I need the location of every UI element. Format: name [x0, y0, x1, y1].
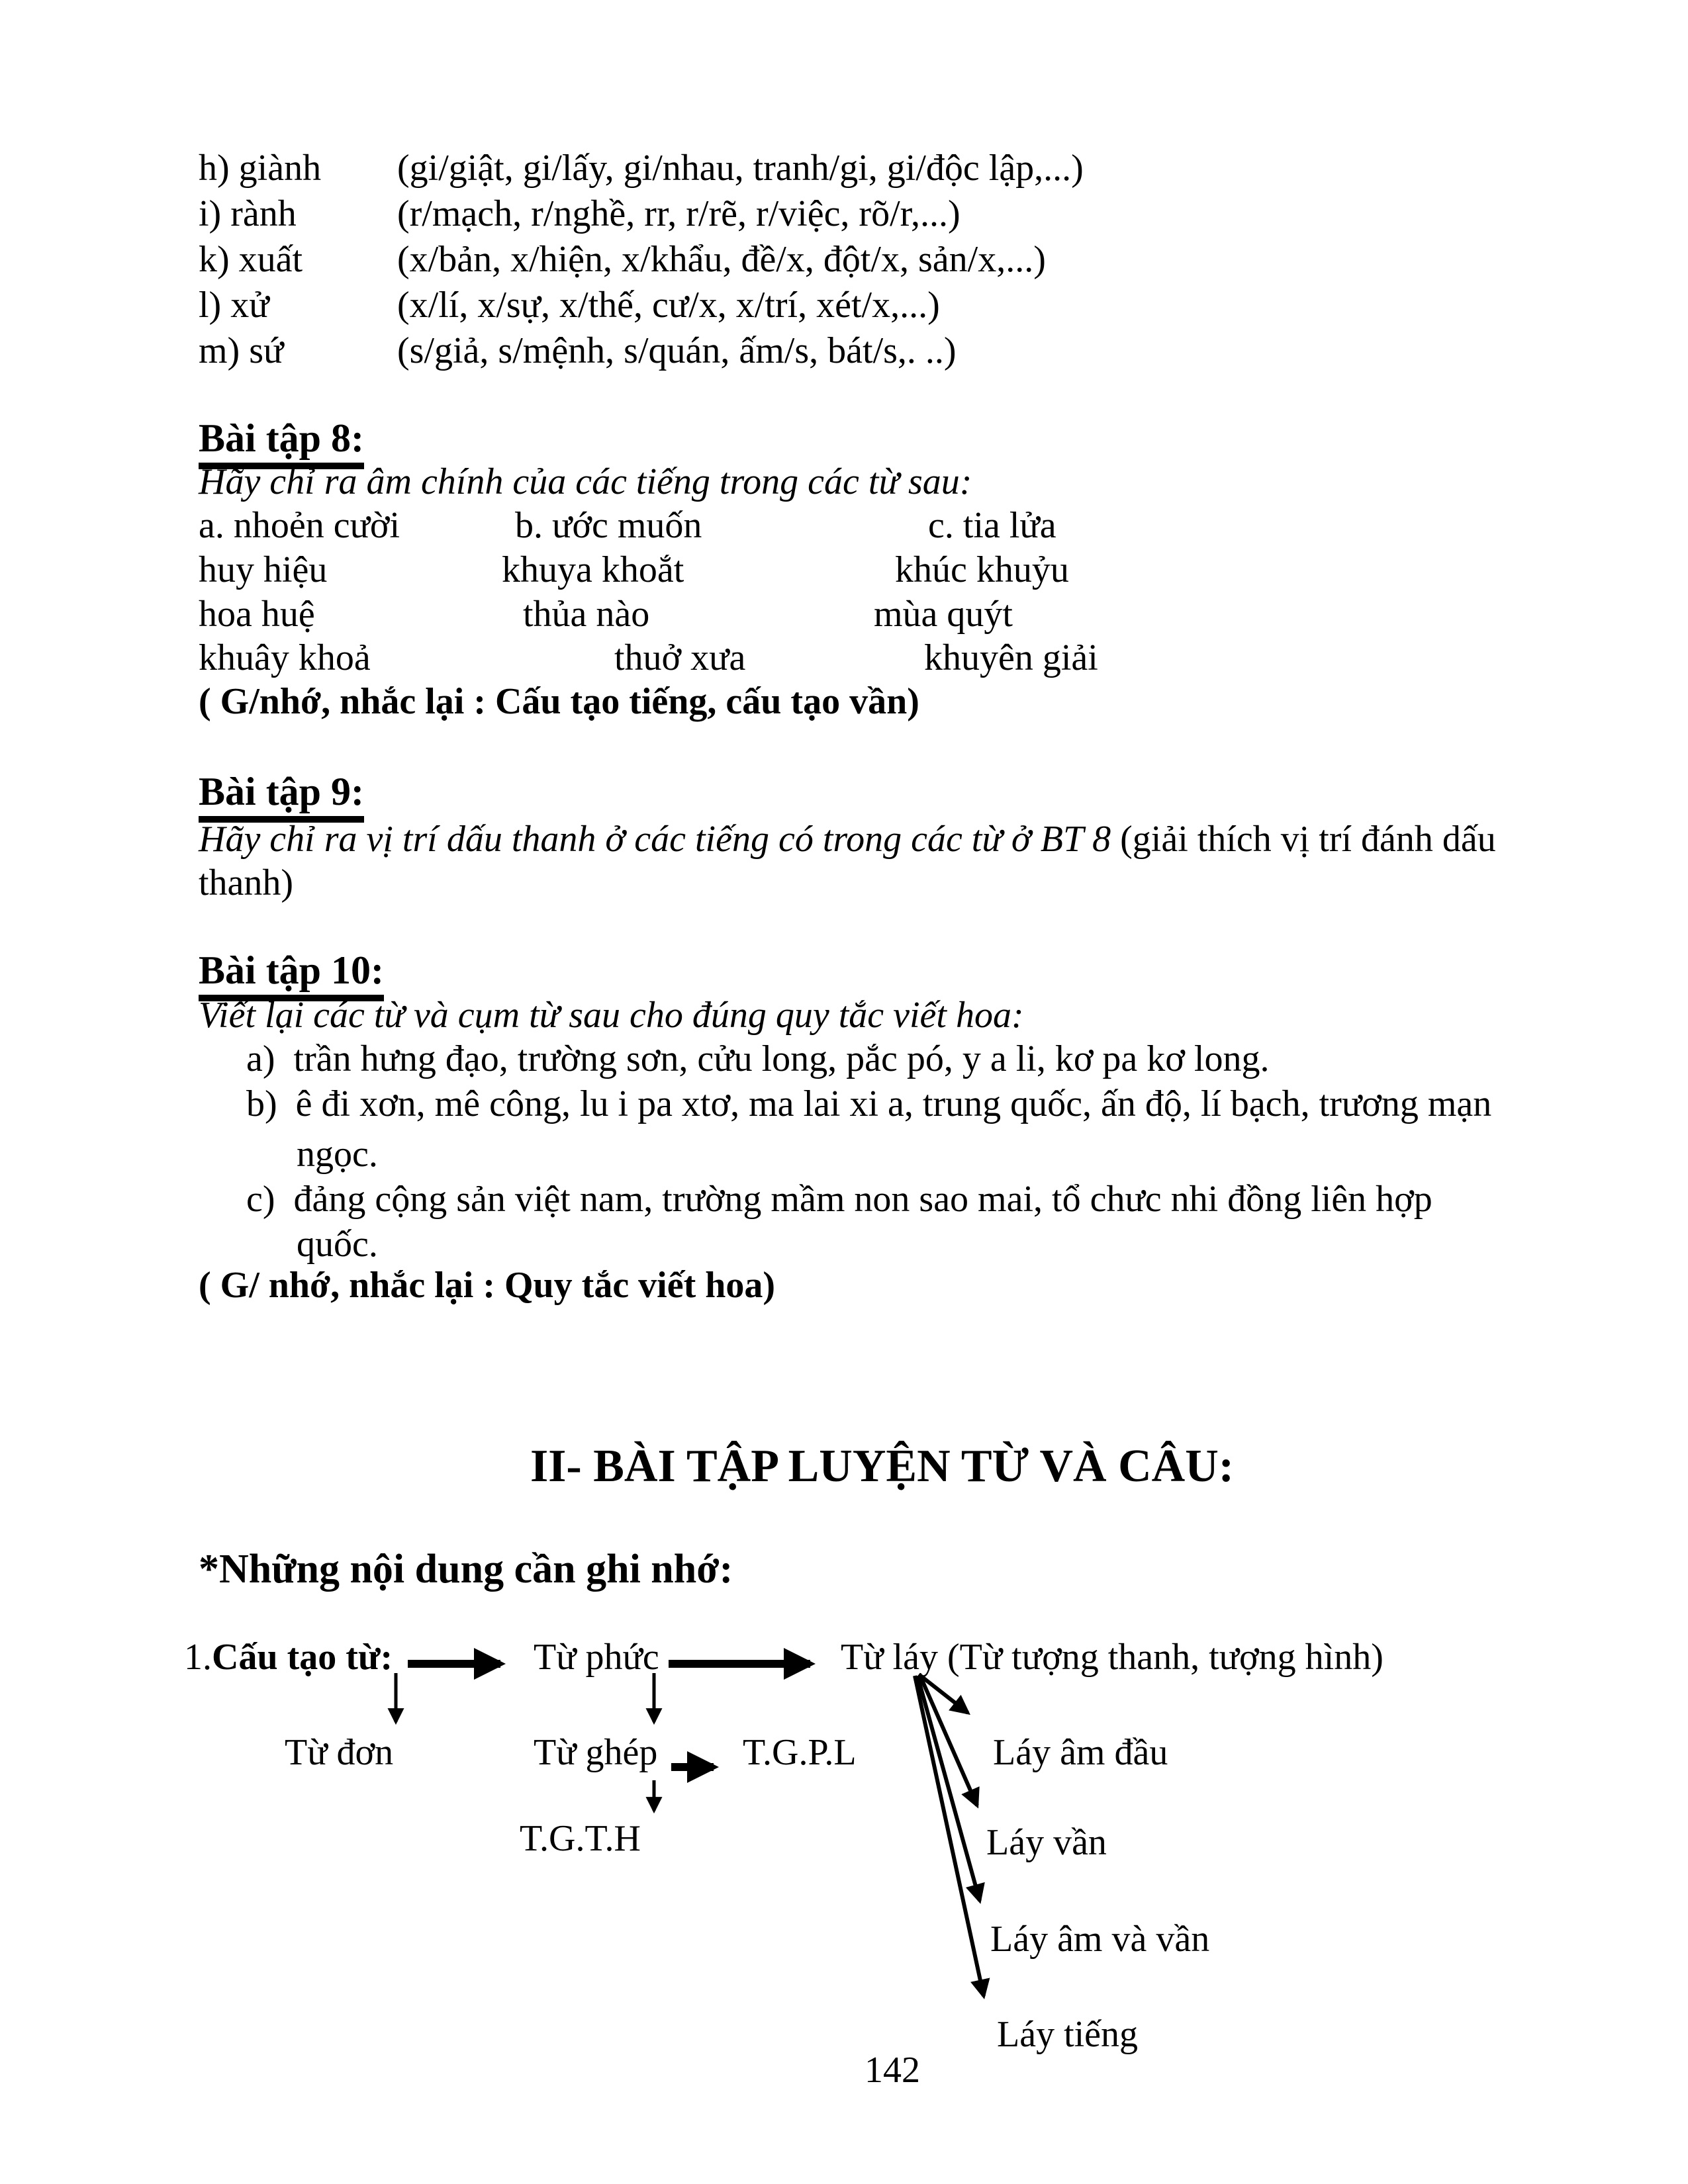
list-item-label: h) giành — [199, 148, 322, 189]
list-item-label: l) xử — [199, 285, 269, 326]
list-item-options: (gi/giật, gi/lấy, gi/nhau, tranh/gi, gi/độc lập,...) — [397, 148, 1084, 189]
arrow-tu-lay-to-lay-tieng — [915, 1676, 984, 1996]
list-item — [199, 330, 283, 372]
diagram-node-lay-am-dau: Láy âm đầu — [993, 1732, 1168, 1773]
diagram-node-tgth: T.G.T.H — [520, 1818, 641, 1859]
list-item-b — [246, 1083, 1491, 1125]
word-cell: huy hiệu — [199, 549, 328, 590]
diagram-root-prefix: 1. — [184, 1637, 212, 1678]
list-item-b-cont: ngọc. — [297, 1134, 378, 1175]
page-number: 142 — [865, 2050, 920, 2091]
word-cell: b. ước muốn — [515, 505, 702, 546]
list-item — [199, 238, 303, 281]
item-text: đảng cộng sản việt nam, trường mầm non sao mai, tổ chưc nhi đồng liên hợp — [293, 1179, 1432, 1220]
word-cell: hoa huệ — [199, 594, 315, 635]
list-item-a — [246, 1038, 1269, 1080]
list-item — [199, 284, 269, 326]
diagram-node-lay-tieng: Láy tiếng — [997, 2014, 1139, 2055]
list-item-options: (x/bản, x/hiện, x/khẩu, đề/x, đột/x, sản/x,...) — [397, 239, 1046, 280]
exercise9-prompt-line2: thanh) — [199, 862, 294, 903]
diagram-node-tu-ghep: Từ ghép — [534, 1732, 658, 1773]
exercise8-note: ( G/nhớ, nhắc lại : Cấu tạo tiếng, cấu tạo vần) — [199, 681, 919, 722]
exercise9-prompt — [199, 818, 1496, 860]
exercise8-title: Bài tập 8: — [199, 416, 364, 469]
exercise9-prompt-regular: (giải thích vị trí đánh dấu — [1120, 819, 1496, 860]
word-cell: khuyên giải — [924, 637, 1098, 678]
item-text: ê đi xơn, mê công, lu i pa xtơ, ma lai xi a, trung quốc, ấn độ, lí bạch, trương mạn — [295, 1083, 1492, 1124]
diagram-node-tgpl: T.G.P.L — [743, 1732, 857, 1773]
list-item-options: (s/giả, s/mệnh, s/quán, ấm/s, bát/s,. ..) — [397, 330, 957, 371]
section2-heading: II- BÀI TẬP LUYỆN TỪ VÀ CÂU: — [530, 1441, 1235, 1492]
exercise9-prompt-italic: Hãy chỉ ra vị trí dấu thanh ở các tiếng có trong các từ ở BT 8 — [199, 819, 1121, 860]
diagram-root-label: Cấu tạo từ: — [212, 1637, 393, 1678]
word-cell: khúc khuỷu — [895, 549, 1069, 590]
item-marker: c) — [246, 1179, 275, 1220]
diagram-node-tu-lay: Từ láy (Từ tượng thanh, tượng hình) — [841, 1637, 1383, 1678]
list-item-c-cont: quốc. — [297, 1224, 378, 1265]
item-marker: b) — [246, 1083, 277, 1124]
list-item-label: m) sứ — [199, 330, 284, 371]
diagram-node-lay-am-va-van: Láy âm và vần — [990, 1919, 1210, 1960]
exercise10-title: Bài tập 10: — [199, 948, 384, 1001]
word-cell: a. nhoẻn cười — [199, 505, 400, 546]
exercise8-prompt: Hãy chỉ ra âm chính của các tiếng trong các từ sau: — [199, 461, 972, 502]
list-item — [199, 147, 321, 189]
section2-subheading: *Những nội dung cần ghi nhớ: — [199, 1547, 733, 1592]
word-cell: khuây khoả — [199, 637, 371, 678]
exercise9-title: Bài tập 9: — [199, 769, 364, 823]
list-item-label: i) rành — [199, 193, 297, 234]
exercise10-note: ( G/ nhớ, nhắc lại : Quy tắc viết hoa) — [199, 1265, 776, 1306]
word-cell: thuở xưa — [614, 637, 746, 678]
list-item — [199, 193, 297, 235]
word-cell: thủa nào — [523, 594, 650, 635]
list-item-c — [246, 1178, 1432, 1220]
item-marker: a) — [246, 1038, 275, 1079]
item-text: trần hưng đạo, trường sơn, cửu long, pắc pó, y a li, kơ pa kơ long. — [293, 1038, 1270, 1079]
word-cell: mùa quýt — [874, 594, 1013, 635]
list-item-options: (x/lí, x/sự, x/thế, cư/x, x/trí, xét/x,...) — [397, 285, 940, 326]
word-cell: khuya khoắt — [502, 549, 684, 590]
word-cell: c. tia lửa — [928, 505, 1056, 546]
diagram-node-tu-phuc: Từ phức — [534, 1637, 659, 1678]
list-item-label: k) xuất — [199, 239, 303, 280]
exercise10-prompt: Viết lại các từ và cụm từ sau cho đúng quy tắc viết hoa: — [199, 995, 1024, 1036]
list-item-options: (r/mạch, r/nghề, rr, r/rẽ, r/việc, rõ/r,...) — [397, 193, 961, 234]
diagram-arrows — [0, 1615, 1688, 2118]
diagram-node-tu-don: Từ đơn — [285, 1732, 394, 1773]
diagram-node-lay-van: Láy vần — [986, 1822, 1107, 1863]
